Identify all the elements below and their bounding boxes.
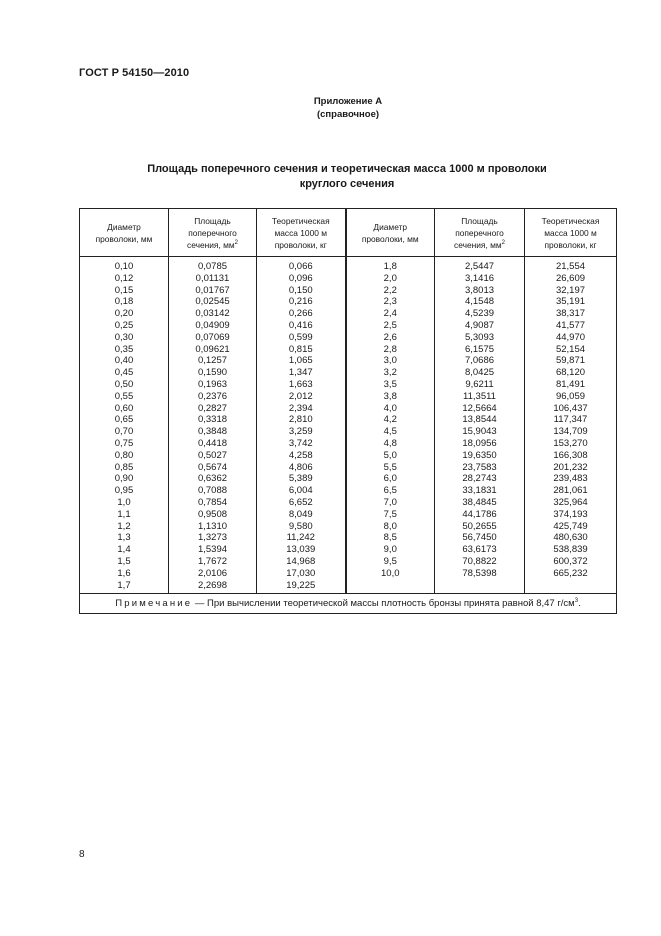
left-diameter-cell: 0,55 (80, 391, 169, 403)
left-diameter-cell: 0,65 (80, 414, 169, 426)
table-row (80, 391, 617, 403)
right-diameter-cell: 2,4 (346, 308, 435, 320)
left-mass-cell: 13,039 (257, 544, 346, 556)
left-area-cell: 0,1590 (169, 367, 257, 379)
table-row (80, 367, 617, 379)
right-area-cell: 19,6350 (435, 450, 525, 462)
left-area-cell: 0,1257 (169, 355, 257, 367)
header-area-left: Площадь поперечного сечения, $мм^2$ (169, 209, 257, 257)
left-area-cell: 0,4418 (169, 438, 257, 450)
left-area-cell: 0,01131 (169, 273, 257, 285)
left-diameter-cell: 0,75 (80, 438, 169, 450)
right-diameter-cell: 9,5 (346, 556, 435, 568)
appendix-subtitle: (справочное) (316, 109, 380, 120)
right-diameter-cell: 8,0 (346, 521, 435, 533)
right-area-cell: 56,7450 (435, 532, 525, 544)
right-diameter-cell: 10,0 (346, 568, 435, 580)
left-area-cell: 0,5027 (169, 450, 257, 462)
right-area-cell: 23,7583 (435, 462, 525, 474)
table-row (80, 438, 617, 450)
right-diameter-cell: 7,5 (346, 509, 435, 521)
left-mass-cell: 3,742 (257, 438, 346, 450)
left-mass-cell: 0,066 (257, 257, 346, 273)
table-row (80, 580, 617, 594)
table-row (80, 344, 617, 356)
table-title-line-1: Площадь поперечного сечения и теоретическая масса 1000 м проволоки (147, 163, 547, 175)
right-mass-cell: 96,059 (525, 391, 617, 403)
right-area-cell: 13,8544 (435, 414, 525, 426)
table-row (80, 257, 617, 273)
header-mass-right: Теоретическая масса 1000 м проволоки, кг (525, 209, 617, 257)
left-area-cell: 2,2698 (169, 580, 257, 594)
left-diameter-cell: 0,15 (80, 285, 169, 297)
table-body (80, 257, 617, 594)
left-diameter-cell: 0,45 (80, 367, 169, 379)
left-diameter-cell: 1,6 (80, 568, 169, 580)
left-mass-cell: 0,216 (257, 296, 346, 308)
left-area-cell: 0,0785 (169, 257, 257, 273)
table-row (80, 485, 617, 497)
left-area-cell: 0,3848 (169, 426, 257, 438)
right-diameter-cell: 3,2 (346, 367, 435, 379)
right-diameter-cell: 4,2 (346, 414, 435, 426)
right-mass-cell: 425,749 (525, 521, 617, 533)
left-area-cell: 0,09621 (169, 344, 257, 356)
right-mass-cell: 81,491 (525, 379, 617, 391)
left-area-cell: 0,01767 (169, 285, 257, 297)
right-mass-cell: 117,347 (525, 414, 617, 426)
left-mass-cell: 2,012 (257, 391, 346, 403)
left-mass-cell: 4,806 (257, 462, 346, 474)
right-area-cell: 78,5398 (435, 568, 525, 580)
left-area-cell: 0,07069 (169, 332, 257, 344)
left-diameter-cell: 0,20 (80, 308, 169, 320)
header-mass-left: Теоретическая масса 1000 м проволоки, кг (257, 209, 346, 257)
left-area-cell: 0,03142 (169, 308, 257, 320)
table-row (80, 296, 617, 308)
right-diameter-cell: 2,5 (346, 320, 435, 332)
left-area-cell: 0,1963 (169, 379, 257, 391)
left-area-cell: 1,5394 (169, 544, 257, 556)
table-header-row (80, 209, 617, 257)
right-area-cell: 38,4845 (435, 497, 525, 509)
table-note: Примечание — При вычислении теоретической массы плотность бронзы принята равной 8,47 $г/см^3$. (80, 594, 617, 614)
right-diameter-cell: 4,5 (346, 426, 435, 438)
right-area-cell: 28,2743 (435, 473, 525, 485)
left-diameter-cell: 1,4 (80, 544, 169, 556)
note-label: Примечание (115, 598, 193, 610)
left-mass-cell: 0,815 (257, 344, 346, 356)
right-diameter-cell: 2,3 (346, 296, 435, 308)
right-mass-cell: 44,970 (525, 332, 617, 344)
right-mass-cell: 38,317 (525, 308, 617, 320)
right-mass-cell: 201,232 (525, 462, 617, 474)
header-diameter-left: Диаметр проволоки, мм (80, 209, 169, 257)
right-area-cell: 2,5447 (435, 257, 525, 273)
right-area-cell: 8,0425 (435, 367, 525, 379)
table-row (80, 450, 617, 462)
left-mass-cell: 19,225 (257, 580, 346, 594)
left-mass-cell: 4,258 (257, 450, 346, 462)
table-row (80, 473, 617, 485)
left-mass-cell: 0,150 (257, 285, 346, 297)
left-area-cell: 0,7854 (169, 497, 257, 509)
left-diameter-cell: 0,70 (80, 426, 169, 438)
right-area-cell: 11,3511 (435, 391, 525, 403)
left-mass-cell: 1,663 (257, 379, 346, 391)
right-area-cell: 15,9043 (435, 426, 525, 438)
right-area-cell: 4,5239 (435, 308, 525, 320)
left-diameter-cell: 0,90 (80, 473, 169, 485)
table-row (80, 332, 617, 344)
right-area-cell: 70,8822 (435, 556, 525, 568)
note-text: — При вычислении теоретической массы плотность бронзы принята равной 8,47 г/см (192, 598, 575, 610)
right-mass-cell: 32,197 (525, 285, 617, 297)
table-row (80, 273, 617, 285)
left-mass-cell: 8,049 (257, 509, 346, 521)
right-mass-cell: 325,964 (525, 497, 617, 509)
right-area-cell: 3,8013 (435, 285, 525, 297)
right-diameter-cell: 9,0 (346, 544, 435, 556)
right-mass-cell: 21,554 (525, 257, 617, 273)
right-area-cell (435, 580, 525, 594)
right-mass-cell: 239,483 (525, 473, 617, 485)
left-area-cell: 1,7672 (169, 556, 257, 568)
left-mass-cell: 5,389 (257, 473, 346, 485)
appendix-title: Приложение А (313, 96, 383, 107)
table-row (80, 532, 617, 544)
right-diameter-cell: 4,0 (346, 403, 435, 415)
right-diameter-cell: 5,0 (346, 450, 435, 462)
left-mass-cell: 0,599 (257, 332, 346, 344)
left-mass-cell: 1,065 (257, 355, 346, 367)
right-diameter-cell: 2,6 (346, 332, 435, 344)
right-mass-cell: 41,577 (525, 320, 617, 332)
right-mass-cell: 665,232 (525, 568, 617, 580)
right-diameter-cell: 2,8 (346, 344, 435, 356)
document-code: ГОСТ Р 54150—2010 (79, 67, 190, 79)
left-diameter-cell: 1,0 (80, 497, 169, 509)
right-area-cell: 18,0956 (435, 438, 525, 450)
table-row (80, 497, 617, 509)
right-diameter-cell: 2,2 (346, 285, 435, 297)
left-diameter-cell: 0,80 (80, 450, 169, 462)
right-mass-cell: 480,630 (525, 532, 617, 544)
table-row (80, 285, 617, 297)
page-number: 8 (79, 849, 85, 860)
left-diameter-cell: 0,12 (80, 273, 169, 285)
header-diameter-right: Диаметр проволоки, мм (346, 209, 435, 257)
left-area-cell: 2,0106 (169, 568, 257, 580)
left-area-cell: 0,7088 (169, 485, 257, 497)
right-diameter-cell: 2,0 (346, 273, 435, 285)
left-diameter-cell: 1,3 (80, 532, 169, 544)
left-diameter-cell: 0,10 (80, 257, 169, 273)
right-mass-cell: 68,120 (525, 367, 617, 379)
wire-data-table (79, 208, 617, 614)
right-mass-cell: 134,709 (525, 426, 617, 438)
right-diameter-cell: 1,8 (346, 257, 435, 273)
right-diameter-cell: 3,0 (346, 355, 435, 367)
right-area-cell: 4,1548 (435, 296, 525, 308)
left-mass-cell: 14,968 (257, 556, 346, 568)
left-mass-cell: 1,347 (257, 367, 346, 379)
left-mass-cell: 9,580 (257, 521, 346, 533)
right-mass-cell: 59,871 (525, 355, 617, 367)
table-row (80, 379, 617, 391)
table-row (80, 509, 617, 521)
header-area-right: Площадь поперечного сечения, $мм^2$ (435, 209, 525, 257)
note-superscript: 3 (574, 598, 579, 605)
right-diameter-cell: 3,5 (346, 379, 435, 391)
table-row (80, 308, 617, 320)
table-title-line-2: круглого сечения (299, 178, 395, 190)
left-diameter-cell: 0,40 (80, 355, 169, 367)
table-row (80, 556, 617, 568)
left-diameter-cell: 0,50 (80, 379, 169, 391)
left-mass-cell: 2,810 (257, 414, 346, 426)
left-mass-cell: 11,242 (257, 532, 346, 544)
table-row (80, 568, 617, 580)
right-diameter-cell: 4,8 (346, 438, 435, 450)
left-area-cell: 0,5674 (169, 462, 257, 474)
left-diameter-cell: 1,1 (80, 509, 169, 521)
left-diameter-cell: 0,30 (80, 332, 169, 344)
left-mass-cell: 0,266 (257, 308, 346, 320)
right-diameter-cell: 8,5 (346, 532, 435, 544)
right-area-cell: 50,2655 (435, 521, 525, 533)
left-diameter-cell: 0,95 (80, 485, 169, 497)
left-area-cell: 0,2827 (169, 403, 257, 415)
right-area-cell: 4,9087 (435, 320, 525, 332)
table-row (80, 521, 617, 533)
right-area-cell: 44,1786 (435, 509, 525, 521)
left-diameter-cell: 1,5 (80, 556, 169, 568)
left-area-cell: 1,1310 (169, 521, 257, 533)
right-mass-cell: 106,437 (525, 403, 617, 415)
right-diameter-cell: 3,8 (346, 391, 435, 403)
left-diameter-cell: 0,60 (80, 403, 169, 415)
left-mass-cell: 2,394 (257, 403, 346, 415)
left-area-cell: 0,02545 (169, 296, 257, 308)
right-mass-cell: 538,839 (525, 544, 617, 556)
left-area-cell: 0,9508 (169, 509, 257, 521)
left-mass-cell: 6,652 (257, 497, 346, 509)
right-mass-cell: 35,191 (525, 296, 617, 308)
left-mass-cell: 3,259 (257, 426, 346, 438)
right-diameter-cell: 5,5 (346, 462, 435, 474)
right-mass-cell: 26,609 (525, 273, 617, 285)
left-diameter-cell: 0,25 (80, 320, 169, 332)
right-mass-cell (525, 580, 617, 594)
right-area-cell: 7,0686 (435, 355, 525, 367)
right-diameter-cell: 6,5 (346, 485, 435, 497)
right-diameter-cell (346, 580, 435, 594)
left-diameter-cell: 0,18 (80, 296, 169, 308)
table-row (80, 462, 617, 474)
left-mass-cell: 6,004 (257, 485, 346, 497)
right-diameter-cell: 6,0 (346, 473, 435, 485)
table-row (80, 544, 617, 556)
left-mass-cell: 0,096 (257, 273, 346, 285)
right-area-cell: 12,5664 (435, 403, 525, 415)
left-diameter-cell: 0,85 (80, 462, 169, 474)
right-area-cell: 9,6211 (435, 379, 525, 391)
right-mass-cell: 166,308 (525, 450, 617, 462)
right-area-cell: 63,6173 (435, 544, 525, 556)
left-diameter-cell: 0,35 (80, 344, 169, 356)
right-mass-cell: 374,193 (525, 509, 617, 521)
table-row (80, 320, 617, 332)
left-diameter-cell: 1,7 (80, 580, 169, 594)
left-area-cell: 0,3318 (169, 414, 257, 426)
right-area-cell: 3,1416 (435, 273, 525, 285)
left-area-cell: 1,3273 (169, 532, 257, 544)
table-row (80, 403, 617, 415)
right-mass-cell: 52,154 (525, 344, 617, 356)
table-row (80, 355, 617, 367)
right-area-cell: 5,3093 (435, 332, 525, 344)
right-mass-cell: 281,061 (525, 485, 617, 497)
left-mass-cell: 17,030 (257, 568, 346, 580)
left-diameter-cell: 1,2 (80, 521, 169, 533)
right-area-cell: 33,1831 (435, 485, 525, 497)
left-area-cell: 0,2376 (169, 391, 257, 403)
left-mass-cell: 0,416 (257, 320, 346, 332)
table-row (80, 426, 617, 438)
right-mass-cell: 600,372 (525, 556, 617, 568)
note-row (80, 594, 617, 614)
right-mass-cell: 153,270 (525, 438, 617, 450)
table-row (80, 414, 617, 426)
right-area-cell: 6,1575 (435, 344, 525, 356)
right-diameter-cell: 7,0 (346, 497, 435, 509)
left-area-cell: 0,6362 (169, 473, 257, 485)
left-area-cell: 0,04909 (169, 320, 257, 332)
